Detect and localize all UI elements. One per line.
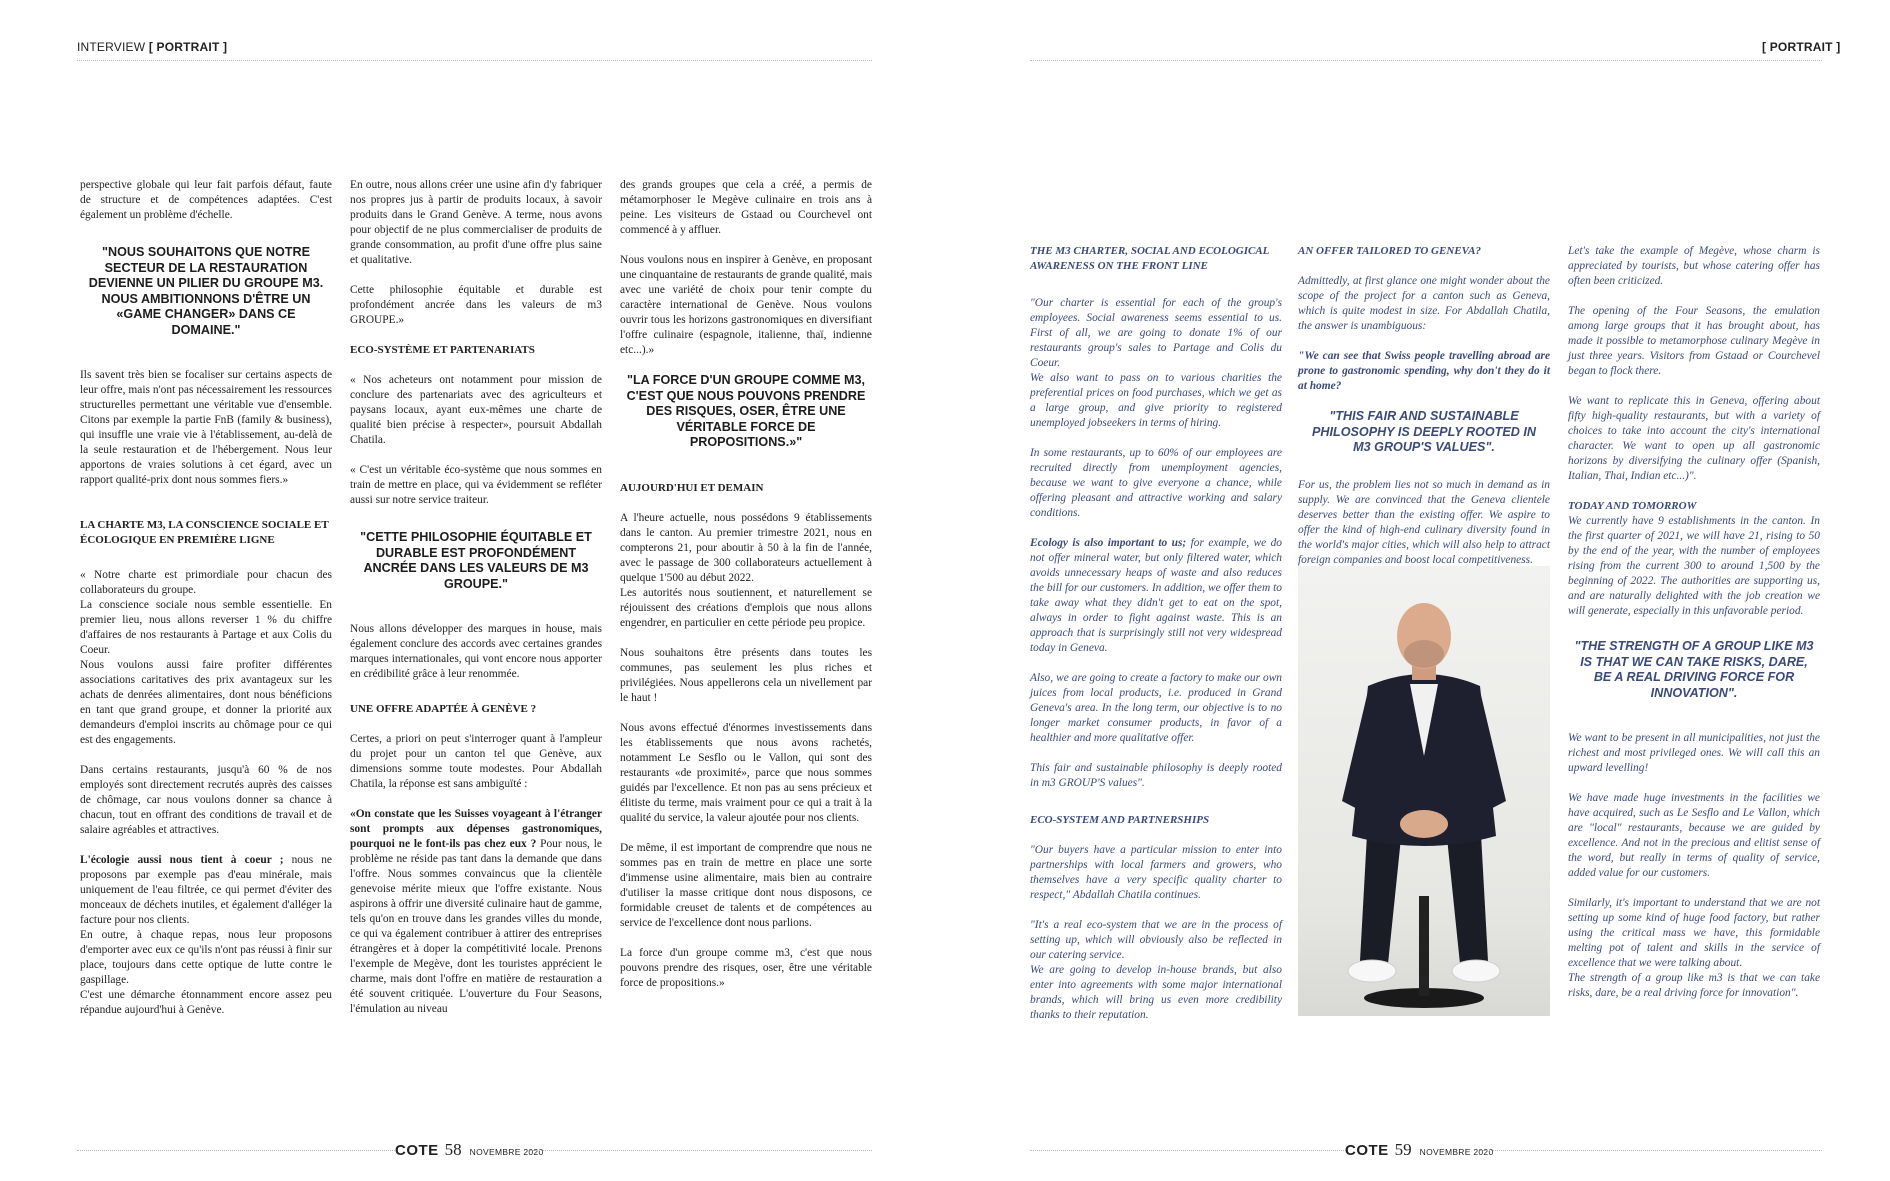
page-number: 58 <box>444 1140 462 1159</box>
section-heading: LA CHARTE M3, LA CONSCIENCE SOCIALE ET ÉCOLOGIQUE EN PREMIÈRE LIGNE <box>80 519 329 546</box>
paragraph: A l'heure actuelle, nous possédons 9 établissements dans le canton. Au premier trimestre 2021, nous en compterons 21, pour aboutir à 50 à la fin de l'année, avec le passage de 300 collaborateurs actuellement à quelque 1'500 au début 2022. <box>620 511 872 584</box>
page-number: 59 <box>1394 1140 1412 1159</box>
paragraph: Let's take the example of Megève, whose charm is appreciated by tourists, but whose catering offer has often been criticized. <box>1568 245 1820 287</box>
pull-quote: "NOUS SOUHAITONS QUE NOTRE SECTEUR DE LA RESTAURATION DEVIENNE UN PILIER DU GROUPE M3. NOUS AMBITIONNONS D'ÊTRE UN «GAME CHANGER» DANS CE DOMAINE." <box>88 245 324 337</box>
paragraph-text: nous ne proposons par exemple pas d'eau minérale, mais uniquement de l'eau filtrée, ce qui permet d'éviter des monceaux de déchets inutiles, et également d'alléger la facture pour nos clients. <box>80 854 332 926</box>
paragraph: Dans certains restaurants, jusqu'à 60 % de nos employés sont directement recrutés auprès des caisses de chômage, car nous voulons donner sa chance à chacun, tout en offrant des conditions de travail et de salaire agréables et attractives. <box>80 764 332 836</box>
paragraph: We also want to pass on to various charities the preferential prices on food purchases, which we get as a large group, and give priority to registered unemployed jobseekers in terms of hiring. <box>1030 372 1282 429</box>
header-section-label: [ PORTRAIT ] <box>1762 40 1841 54</box>
section-heading: THE M3 CHARTER, SOCIAL AND ECOLOGICAL AWARENESS ON THE FRONT LINE <box>1030 245 1269 272</box>
paragraph: « C'est un véritable éco-système que nous sommes en train de mettre en place, qui va évidemment se refléter aussi sur notre service traiteur. <box>350 464 602 506</box>
paragraph: « Notre charte est primordiale pour chacun des collaborateurs du groupe. <box>80 569 332 596</box>
bold-lead: Ecology is also important to us; <box>1030 537 1187 549</box>
paragraph: perspective globale qui leur fait parfois défaut, faute de structure et de compétences adaptées. C'est également un problème d'échelle. <box>80 179 332 221</box>
paragraph: "It's a real eco-system that we are in the process of setting up, which will obviously also be reflected in our catering service. <box>1030 919 1282 961</box>
paragraph: Admittedly, at first glance one might wonder about the scope of the project for a canton such as Geneva, which is quite modest in size. For Abdallah Chatila, the answer is unambiguous: <box>1298 275 1550 332</box>
section-heading: TODAY AND TOMORROW <box>1568 500 1697 512</box>
section-heading: UNE OFFRE ADAPTÉE À GENÈVE ? <box>350 703 537 715</box>
left-header <box>77 40 227 54</box>
paragraph: We want to be present in all municipalities, not just the richest and most privileged ones. We will call this an upward levelling! <box>1568 732 1820 774</box>
fr-column-1 <box>80 178 332 1033</box>
paragraph: En outre, à chaque repas, nous leur proposons d'emporter avec eux ce qu'ils n'ont pas réussi à finir sur place, toujours dans cette optique de lutte contre le gaspillage. <box>80 929 332 986</box>
footer-rule-right <box>1480 1150 1822 1151</box>
paragraph: Also, we are going to create a factory to make our own juices from local products, i.e. produced in Grand Geneva's area. In the long term, our objective is to no longer market consumer products, in favor of a healthier and more qualitative offer. <box>1030 672 1282 744</box>
footer-rule-right <box>530 1150 872 1151</box>
fr-column-3 <box>620 178 872 1006</box>
paragraph: La force d'un groupe comme m3, c'est que nous pouvons prendre des risques, oser, être une véritable force de propositions.» <box>620 946 872 989</box>
paragraph: "We can see that Swiss people travelling abroad are prone to gastronomic spending, why don't they do it at home? <box>1298 350 1550 392</box>
header-interview-label: INTERVIEW <box>77 40 146 54</box>
paragraph-text: Pour nous, le problème ne réside pas tant dans la demande que dans l'offre. Nous sommes convaincus que la clientèle genevoise mérite mieux que l'offre existante. Nous aspirons à offrir une diversité culinaire haut de gamme, tels qu'on en trouve dans les grandes villes du monde, ce qui va également contribuer à attirer des entreprises étrangères et à doper la compétitivité locale. Prenons l'exemple de Megève, dont les touristes apprécient le charme, mais dont l'offre en matière de restauration a été souvent critiquée. L'ouverture du Four Seasons, l'émulation au niveau <box>350 838 602 1015</box>
pull-quote: "CETTE PHILOSOPHIE ÉQUITABLE ET DURABLE EST PROFONDÉMENT ANCRÉE DANS LES VALEURS DE M3 GROUPE." <box>360 530 592 591</box>
paragraph: This fair and sustainable philosophy is deeply rooted in m3 GROUP'S values". <box>1030 762 1282 789</box>
paragraph: We want to replicate this in Geneva, offering about fifty high-quality restaurants, but with a variety of choices to take into account the city's international character. We want to open up all gastronomic horizons by diversifying the culinary offer (Spanish, Italian, Thai, Indian etc...)". <box>1568 395 1820 482</box>
portrait-illustration <box>1298 566 1550 1016</box>
pull-quote: "LA FORCE D'UN GROUPE COMME M3, C'EST QUE NOUS POUVONS PRENDRE DES RISQUES, OSER, ÊTRE UNE VÉRITABLE FORCE DE PROPOSITIONS.»" <box>626 373 866 449</box>
fr-column-2 <box>350 178 602 1032</box>
paragraph: Similarly, it's important to understand that we are not setting up some kind of huge food factory, but rather using the critical mass we have, this formidable melting pot of talent and skills in the service of excellence that we were talking about. <box>1568 897 1820 969</box>
magazine-logo: COTE <box>1345 1142 1389 1159</box>
paragraph: Nous voulons nous en inspirer à Genève, en proposant une cinquantaine de restaurants de grande qualité, mais avec une variété de choix pour tenir compte du caractère international de Genève. Nous voulons ouvrir tous les horizons gastronomiques en diversifiant l'offre culinaire (espagnole, italienne, thaï, indienne etc...).» <box>620 254 872 356</box>
paragraph: La conscience sociale nous semble essentielle. En premier lieu, nous allons reverser 1 % du chiffre d'affaires de nos restaurants à Partage et aux Colis du Coeur. <box>80 599 332 656</box>
section-heading: AN OFFER TAILORED TO GENEVA? <box>1298 245 1481 257</box>
footer-rule-left <box>77 1150 397 1151</box>
header-rule <box>77 60 872 61</box>
paragraph: The strength of a group like m3 is that we can take risks, dare, be a real driving force for innovation". <box>1568 972 1820 999</box>
section-heading: ECO-SYSTÈME ET PARTENARIATS <box>350 344 535 356</box>
paragraph: "Our buyers have a particular mission to enter into partnerships with local farmers and growers, who themselves have a very specific quality charter to respect," Abdallah Chatila continues. <box>1030 844 1282 901</box>
paragraph: En outre, nous allons créer une usine afin d'y fabriquer nos propres jus à partir de produits locaux, à savoir produits dans le Grand Genève. A terme, nous avons pour objectif de ne plus commercialiser de produits de grande consommation, au profit d'une offre plus saine et qualitative. <box>350 179 602 266</box>
paragraph: « Nos acheteurs ont notamment pour mission de conclure des partenariats avec des agriculteurs et paysans locaux, ayant eux-mêmes une charte de qualité bien précise à respecter», poursuit Abdallah Chatila. <box>350 374 602 446</box>
paragraph: Nous voulons aussi faire profiter différentes associations caritatives des prix avantageux sur les achats de denrées alimentaires, dont nous bénéficions en tant que grand groupe, et donner la priorité aux demandeurs d'emploi inscrits au chômage pour ce qui est des engagements. <box>80 659 332 746</box>
en-column-2 <box>1298 244 1550 583</box>
pull-quote: "THE STRENGTH OF A GROUP LIKE M3 IS THAT WE CAN TAKE RISKS, DARE, BE A REAL DRIVING FORCE FOR INNOVATION". <box>1574 639 1814 700</box>
paragraph: Les autorités nous soutiennent, et naturellement se réjouissent des créations d'emplois que nous allons engendrer, en particulier en cette période peu propice. <box>620 586 872 629</box>
issue-date: NOVEMBRE 2020 <box>469 1147 544 1157</box>
issue-date: NOVEMBRE 2020 <box>1419 1147 1494 1157</box>
bold-lead: L'écologie aussi nous tient à coeur ; <box>80 854 284 866</box>
paragraph: Nous allons développer des marques in house, mais également conclure des accords avec certaines grandes marques internationales, qui vont encore nous apporter en crédibilité grâce à leur renommée. <box>350 623 602 680</box>
pull-quote: "THIS FAIR AND SUSTAINABLE PHILOSOPHY IS DEEPLY ROOTED IN M3 GROUP'S VALUES". <box>1312 409 1536 454</box>
paragraph: "Our charter is essential for each of the group's employees. Social awareness seems essential to us. First of all, we are going to donate 1% of our restaurants group's sales to Partage and Colis du Coeur. <box>1030 297 1282 369</box>
header-section-label: [ PORTRAIT ] <box>148 40 228 54</box>
paragraph: In some restaurants, up to 60% of our employees are recruited directly from unemployment agencies, because we want to give everyone a chance, while offering pleasant and attractive working and salary conditions. <box>1030 447 1282 519</box>
section-heading: ECO-SYSTEM AND PARTNERSHIPS <box>1030 814 1210 826</box>
en-column-1 <box>1030 244 1282 1038</box>
paragraph: Certes, a priori on peut s'interroger quant à l'ampleur du projet pour un canton tel que Genève, aux dimensions somme toute modestes. Pour Abdallah Chatila, la réponse est sans ambiguïté : <box>350 733 602 790</box>
paragraph: Nous souhaitons être présents dans toutes les communes, pas seulement les plus riches et privilégiées. Nous appellerons cela un nivellement par le haut ! <box>620 646 872 704</box>
paragraph-text: for example, we do not offer mineral water, but only filtered water, which avoids unnecessary heaps of waste and also reduces the bill for our customers. In addition, we offer them to take away what they didn't get to eat on the spot, always in order to fight against waste. This is an approach that is surprisingly still not very widespread today in Geneva. <box>1030 537 1282 654</box>
en-column-3 <box>1568 244 1820 1016</box>
paragraph <box>80 853 332 928</box>
paragraph: Nous avons effectué d'énormes investissements dans les établissements que nous avons rachetés, notamment Le Sesflo ou le Vallon, qui sont des restaurants «de proximité», parce que nous sommes guidés par l'excellence. Et non pas au sens précieux et élitiste du terme, mais vraiment pour ce qui a trait à la qualité du service, la valeur ajoutée pour nos clients. <box>620 721 872 824</box>
paragraph: We have made huge investments in the facilities we have acquired, such as Le Sesflo and Le Vallon, which are "local" restaurants, because we are guided by excellence. And not in the precious and elitist sense of the word, but really in terms of quality of service, added value for our customers. <box>1568 792 1820 879</box>
bold-lead: «On constate que les Suisses voyageant à l'étranger sont prompts aux dépenses gastronomiques, pourquoi ne le font-ils pas chez eux ? <box>350 808 602 850</box>
paragraph: Ils savent très bien se focaliser sur certains aspects de leur offre, mais n'ont pas nécessairement les ressources structurelles permettant une véritable vue d'ensemble. Citons par exemple la partie FnB (family & business), qui insuffle une vraie vie à l'établissement, au-delà de la seule restauration et de l'hébergement. Nous leur apportons de vraies solutions à cet égard, avec un rapport qualité-prix dont nous sommes fiers.» <box>80 369 332 486</box>
paragraph: Cette philosophie équitable et durable est profondément ancrée dans les valeurs de m3 GROUPE.» <box>350 284 602 326</box>
paragraph: des grands groupes que cela a créé, a permis de métamorphoser le Megève culinaire en trois ans à peine. Les visiteurs de Gstaad ou Courchevel ont commencé à y affluer. <box>620 179 872 236</box>
paragraph: C'est une démarche étonnamment encore assez peu répandue aujourd'hui à Genève. <box>80 989 332 1016</box>
footer-rule-left <box>1030 1150 1348 1151</box>
paragraph: We currently have 9 establishments in the canton. In the first quarter of 2021, we will have 21, rising to 50 by the end of the year, with the number of employees rising from the current 300 to around 1,500 by the beginning of 2022. The authorities are supporting us, and are naturally delighted with the job creation we will generate, especially in this unfavorable period. <box>1568 515 1820 617</box>
paragraph <box>350 807 602 1017</box>
footer-right <box>1345 1140 1494 1160</box>
portrait-photo <box>1298 566 1550 1016</box>
footer-left <box>395 1140 544 1160</box>
paragraph: De même, il est important de comprendre que nous ne sommes pas en train de mettre en place une sorte d'immense usine alimentaire, mais bien au contraire d'utiliser la masse critique dont nous disposons, ce formidable creuset de talents et de compétences au service de l'excellence dont nous parlions. <box>620 841 872 929</box>
right-header <box>1762 40 1840 54</box>
section-heading: AUJOURD'HUI ET DEMAIN <box>620 481 764 494</box>
magazine-logo: COTE <box>395 1142 439 1159</box>
paragraph: For us, the problem lies not so much in demand as in supply. We are convinced that the Geneva clientele deserves better than the existing offer. We aspire to offer the kind of high-end culinary diversity found in the world's major cities, which will also help to attract foreign companies and boost local competitiveness. <box>1298 478 1550 566</box>
paragraph: The opening of the Four Seasons, the emulation among large groups that it has brought about, has made it possible to metamorphose culinary Megève in just three years. Visitors from Gstaad or Courchevel began to flock there. <box>1568 305 1820 377</box>
paragraph: We are going to develop in-house brands, but also enter into agreements with some major international brands, which will bring us even more credibility thanks to their reputation. <box>1030 964 1282 1021</box>
paragraph <box>1030 536 1282 656</box>
header-rule <box>1030 60 1822 61</box>
